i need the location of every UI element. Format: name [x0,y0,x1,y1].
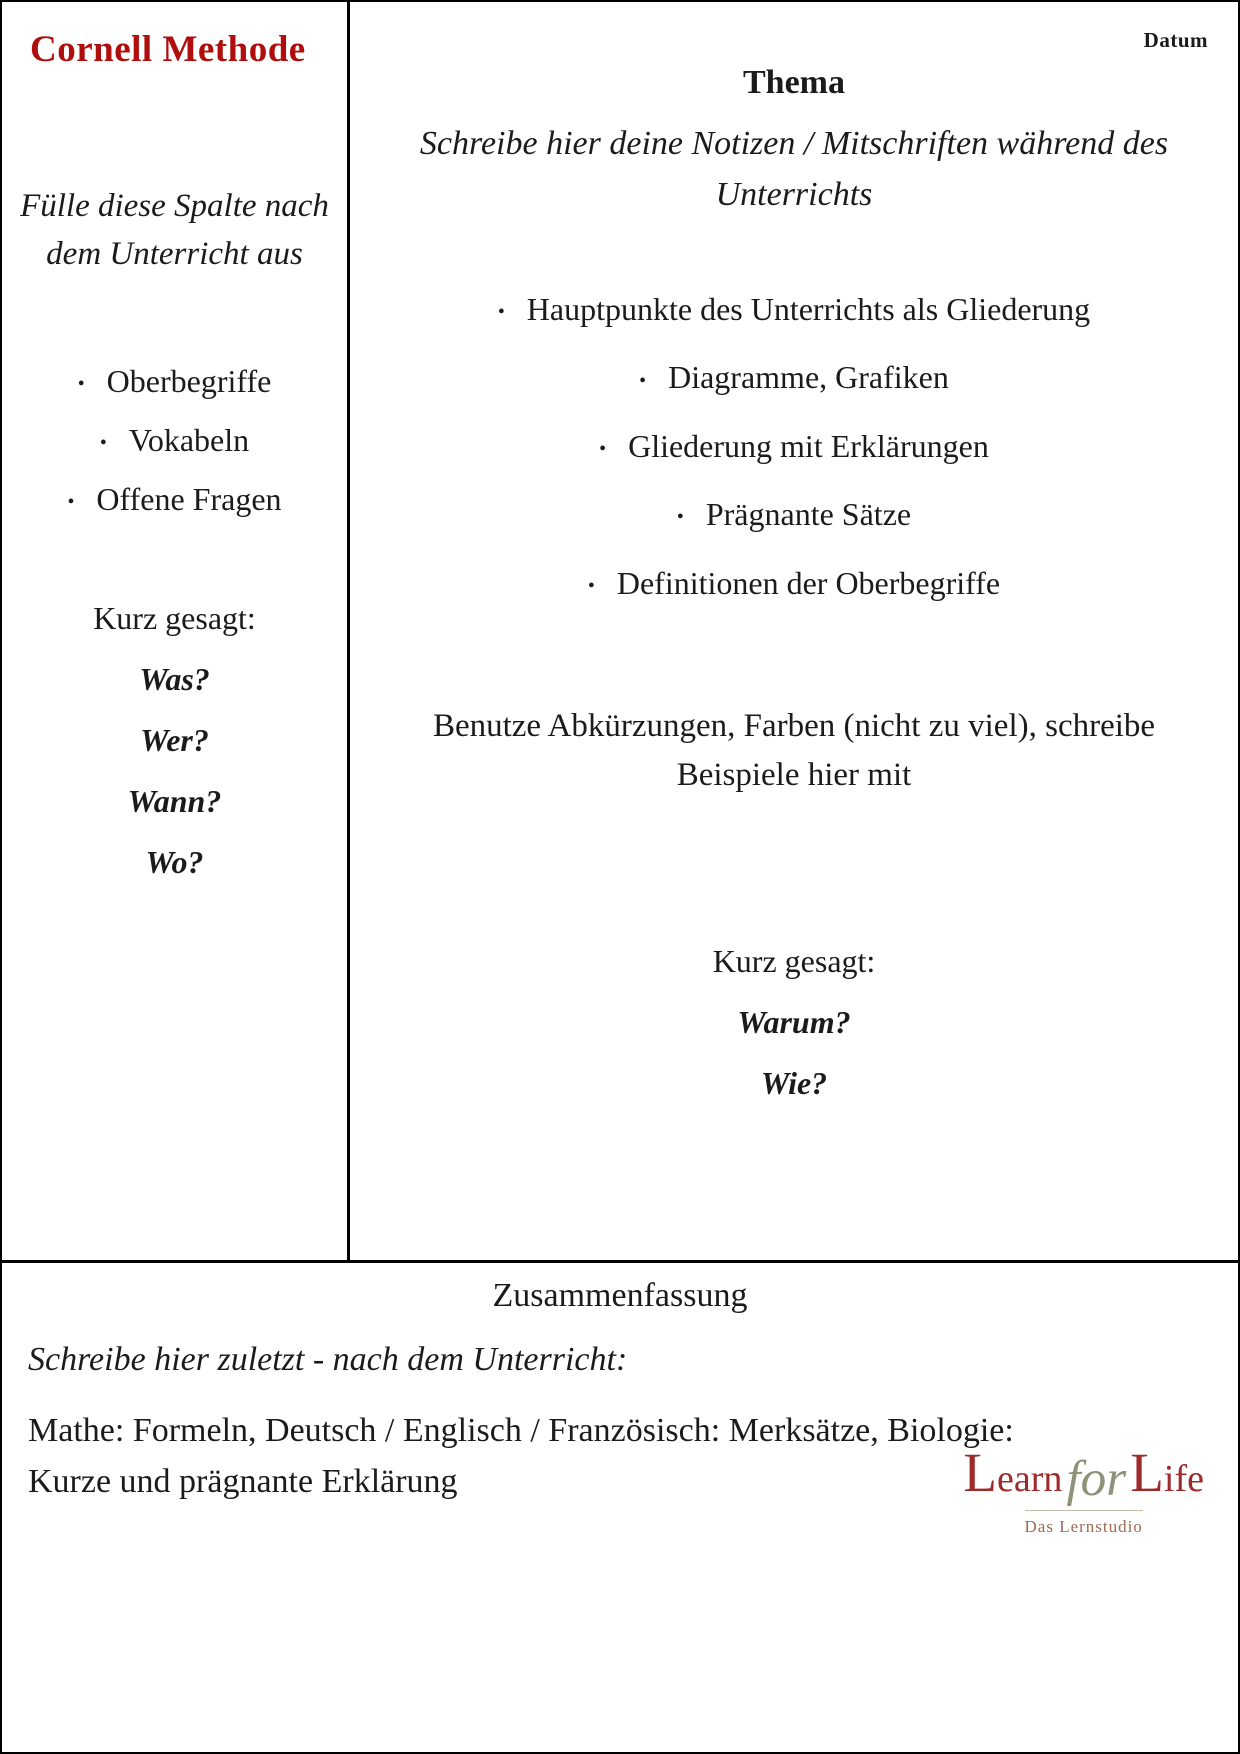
kurz-gesagt-label: Kurz gesagt: [93,599,256,636]
page-title: Cornell Methode [30,29,306,70]
summary-section [2,1263,1238,1752]
question-item: Warum? [737,1003,851,1040]
learn-for-life-logo [963,1441,1204,1537]
question-item: Wie? [760,1064,828,1101]
question-item: Wo? [145,843,204,880]
cue-column-bullet-list [16,363,333,518]
cue-column-instruction: Fülle diese Spalte nach dem Unterricht aus [20,188,329,272]
datum-label: Datum [1143,28,1208,52]
logo-word-learn: Learn [963,1442,1063,1503]
notes-kurz-gesagt-block [384,943,1204,1102]
list-item: • Definitionen der Oberbegriffe [394,560,1194,606]
cue-question-list [16,661,333,881]
notes-tip-text: Benutze Abkürzungen, Farben (nicht zu viel), schreibe Beispiele hier mit [432,707,1156,794]
summary-instruction: Schreibe hier zuletzt - nach dem Unterricht: [28,1341,628,1378]
notes-question-list [384,1004,1204,1102]
question-item: Was? [139,660,210,697]
logo-subtitle: Das Lernstudio [1025,1510,1143,1537]
list-item: • Hauptpunkte des Unterrichts als Gliederung [414,286,1174,332]
kurz-gesagt-label: Kurz gesagt: [712,942,876,979]
question-item: Wer? [140,721,209,758]
list-item: • Prägnante Sätze [394,491,1194,537]
cue-kurz-gesagt-block [16,600,333,881]
logo-word-for: for [1066,1450,1127,1507]
main-area [2,2,1238,1263]
summary-body-text: Mathe: Formeln, Deutsch / Englisch / Französisch: Merksätze, Biologie: Kurze und prägnante Erklärung [28,1412,1014,1500]
notes-bullet-list [384,286,1204,606]
summary-heading: Zusammenfassung [492,1277,748,1314]
question-item: Wann? [127,782,222,819]
logo-wordmark [963,1441,1204,1507]
list-item: • Offene Fragen [16,481,333,518]
list-item: • Gliederung mit Erklärungen [394,423,1194,469]
notes-instruction: Schreibe hier deine Notizen / Mitschriften während des Unterrichts [419,125,1169,213]
logo-word-life: Life [1130,1442,1204,1503]
notes-column [350,2,1238,1260]
list-item: • Oberbegriffe [16,363,333,400]
thema-heading: Thema [743,64,845,101]
list-item: • Vokabeln [16,422,333,459]
cue-column [2,2,350,1260]
list-item: • Diagramme, Grafiken [394,354,1194,400]
